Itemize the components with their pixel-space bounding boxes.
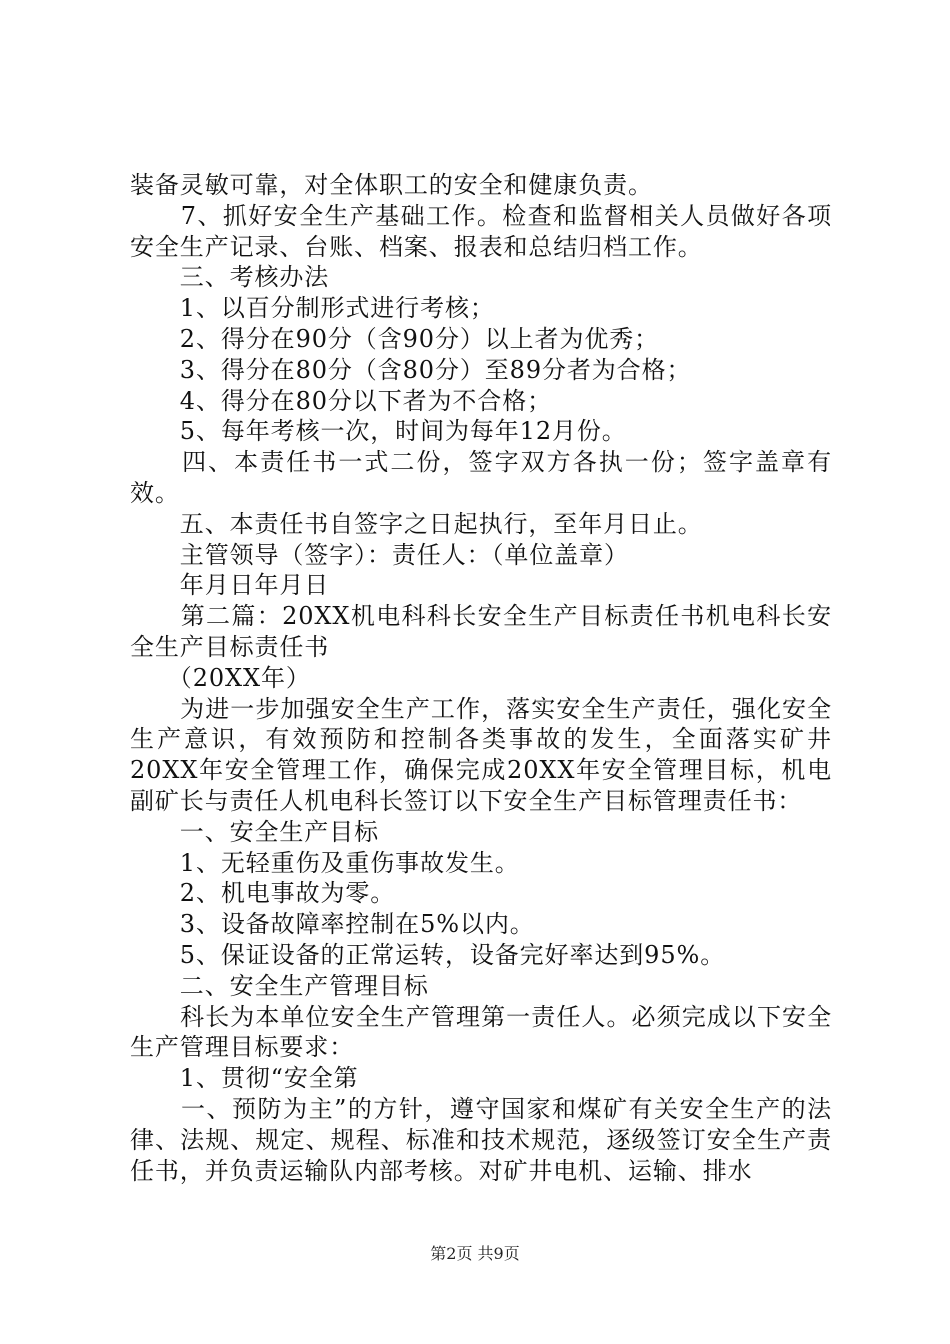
paragraph: 四、本责任书一式二份，签字双方各执一份；签字盖章有效。: [130, 448, 832, 507]
section-heading: 三、考核办法: [130, 263, 330, 292]
section-heading: 二、安全生产管理目标: [130, 971, 429, 1000]
list-item: 1、以百分制形式进行考核；: [130, 294, 495, 323]
date-line: 年月日年月日: [130, 571, 330, 600]
signature-line: 主管领导（签字）：责任人：（单位盖章）: [130, 540, 629, 569]
list-item: 4、得分在80分以下者为不合格；: [130, 386, 553, 415]
page-number: 第2页 共9页: [430, 1244, 520, 1263]
year-line: （20XX年）: [130, 663, 311, 692]
paragraph: 为进一步加强安全生产工作，落实安全生产责任，强化安全生产意识，有效预防和控制各类事故的发生，全面落实矿井20XX年安全管理工作，确保完成20XX年安全管理目标，机电副矿长与责任人机电科长签订以下安全生产目标管理责任书：: [130, 694, 832, 815]
paragraph: 科长为本单位安全生产管理第一责任人。必须完成以下安全生产管理目标要求：: [130, 1002, 832, 1062]
paragraph: 一、预防为主”的方针，遵守国家和煤矿有关安全生产的法律、法规、规定、规程、标准和技术规范，逐级签订安全生产责任书，并负责运输队内部考核。对矿井电机、运输、排水: [130, 1094, 832, 1185]
list-item: 2、机电事故为零。: [130, 879, 396, 908]
list-item: 2、得分在90分（含90分）以上者为优秀；: [130, 324, 660, 353]
list-item: 1、贯彻“安全第: [130, 1064, 359, 1093]
document-body: [130, 170, 832, 1186]
section-heading: 一、安全生产目标: [130, 817, 379, 846]
paragraph: 五、本责任书自签字之日起执行，至年月日止。: [130, 509, 703, 538]
paragraph: 7、抓好安全生产基础工作。检查和监督相关人员做好各项安全生产记录、台账、档案、报表和总结归档工作。: [130, 201, 832, 261]
list-item: 1、无轻重伤及重伤事故发生。: [130, 848, 520, 877]
list-item: 3、得分在80分（含80分）至89分者为合格；: [130, 355, 692, 384]
list-item: 3、设备故障率控制在5%以内。: [130, 910, 535, 939]
chapter-title: 第二篇：20XX机电科科长安全生产目标责任书机电科长安全生产目标责任书: [130, 602, 832, 661]
list-item: 5、每年考核一次，时间为每年12月份。: [130, 417, 627, 446]
list-item: 5、保证设备的正常运转，设备完好率达到95%。: [130, 940, 726, 969]
paragraph: 装备灵敏可靠，对全体职工的安全和健康负责。: [130, 171, 653, 199]
